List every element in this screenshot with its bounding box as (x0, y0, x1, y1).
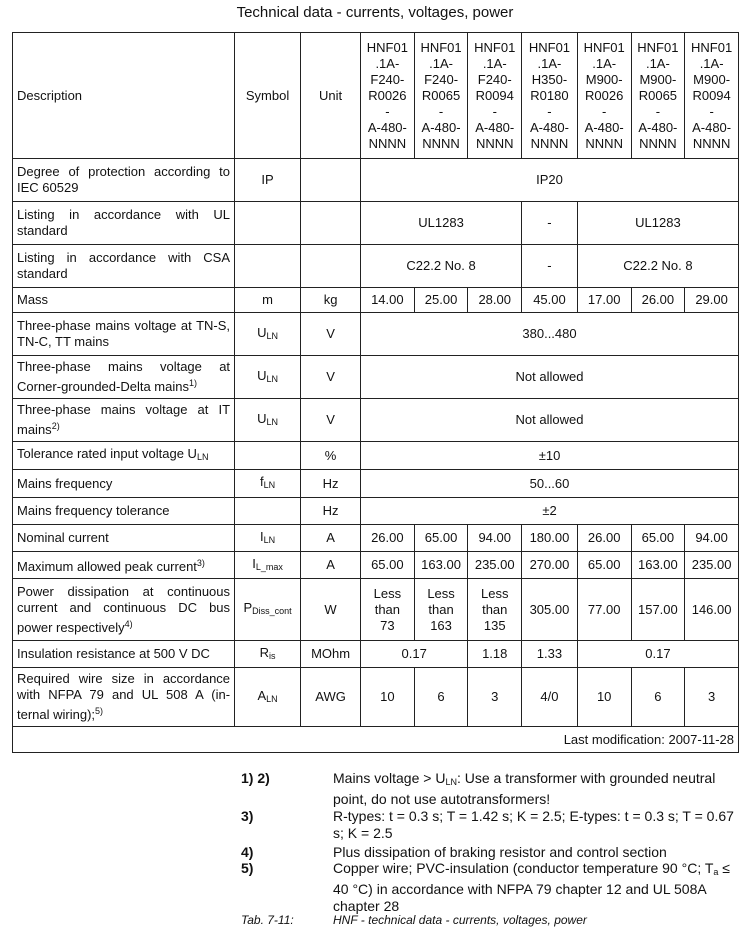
header-variant-3: HNF01 .1A- F240- R0094 - A-480- NNNN (468, 33, 522, 159)
symbol-csa (235, 245, 301, 288)
value-peak-current: 270.00 (522, 552, 578, 579)
value-nominal-current: 180.00 (522, 525, 578, 552)
unit-wire-size: AWG (301, 668, 361, 727)
value-wire-size: 4/0 (522, 668, 578, 727)
header-variant-6: HNF01 .1A- M900- R0065 - A-480- NNNN (631, 33, 685, 159)
unit-frequency-tolerance: Hz (301, 498, 361, 525)
value-mains-frequency: 50...60 (361, 470, 739, 498)
value-csa-m900: C22.2 No. 8 (577, 245, 738, 288)
value-wire-size: 10 (361, 668, 415, 727)
value-peak-current: 65.00 (361, 552, 415, 579)
unit-mass: kg (301, 288, 361, 313)
desc-tn-mains: Three-phase mains voltage at TN-S, TN-C, TT mains (13, 313, 235, 356)
unit-insulation-resistance: MOhm (301, 641, 361, 668)
caption-label: Tab. 7-11: (241, 913, 294, 927)
symbol-mains-frequency: $f_{LN}$ (235, 470, 301, 498)
symbol-delta-mains: $U_{LN}$ (235, 356, 301, 399)
row-wire-size (13, 668, 739, 727)
value-mass: 45.00 (522, 288, 578, 313)
desc-insulation-resistance: Insulation resistance at 500 V DC (13, 641, 235, 668)
unit-it-mains: V (301, 399, 361, 442)
row-mains-frequency (13, 470, 739, 498)
value-ul-h350: - (522, 202, 578, 245)
value-wire-size: 10 (577, 668, 631, 727)
value-insulation-resistance: 1.33 (522, 641, 578, 668)
row-delta-mains (13, 356, 739, 399)
header-row (13, 33, 739, 159)
header-variant-7: HNF01 .1A- M900- R0094 - A-480- NNNN (685, 33, 739, 159)
footnote-text: Mains voltage > $U_{LN}$: Use a transformer with grounded neutral point, do not use autotransformers! (333, 770, 716, 807)
desc-ip: Degree of protection according to IEC 60529 (13, 159, 235, 202)
row-insulation-resistance (13, 641, 739, 668)
symbol-peak-current: $I_{L\_max}$ (235, 552, 301, 579)
value-wire-size: 3 (468, 668, 522, 727)
value-voltage-tolerance: ±10 (361, 442, 739, 470)
value-wire-size: 6 (414, 668, 468, 727)
header-variant-5: HNF01 .1A- M900- R0026 - A-480- NNNN (577, 33, 631, 159)
value-csa-f240: C22.2 No. 8 (361, 245, 522, 288)
value-insulation-resistance: 0.17 (577, 641, 738, 668)
unit-mains-frequency: Hz (301, 470, 361, 498)
row-ip (13, 159, 739, 202)
value-peak-current: 235.00 (685, 552, 739, 579)
value-peak-current: 65.00 (577, 552, 631, 579)
row-it-mains (13, 399, 739, 442)
unit-nominal-current: A (301, 525, 361, 552)
header-description: Description (13, 33, 235, 159)
symbol-wire-size: $A_{LN}$ (235, 668, 301, 727)
value-mass: 29.00 (685, 288, 739, 313)
unit-delta-mains: V (301, 356, 361, 399)
desc-mass: Mass (13, 288, 235, 313)
row-frequency-tolerance (13, 498, 739, 525)
value-it-mains: Not allowed (361, 399, 739, 442)
value-nominal-current: 94.00 (685, 525, 739, 552)
symbol-nominal-current: $I_{LN}$ (235, 525, 301, 552)
header-variant-2: HNF01 .1A- F240- R0065 - A-480- NNNN (414, 33, 468, 159)
row-nominal-current (13, 525, 739, 552)
row-csa (13, 245, 739, 288)
value-peak-current: 163.00 (631, 552, 685, 579)
value-ip: IP20 (361, 159, 739, 202)
symbol-ul (235, 202, 301, 245)
symbol-ip: IP (235, 159, 301, 202)
value-power-dissipation: Less than 73 (361, 579, 415, 641)
symbol-it-mains: $U_{LN}$ (235, 399, 301, 442)
caption-text: HNF - technical data - currents, voltages, power (333, 913, 587, 927)
value-mass: 28.00 (468, 288, 522, 313)
value-nominal-current: 26.00 (361, 525, 415, 552)
value-mass: 14.00 (361, 288, 415, 313)
unit-tn-mains: V (301, 313, 361, 356)
desc-ul: Listing in accordance with UL standard (13, 202, 235, 245)
row-tn-mains (13, 313, 739, 356)
value-power-dissipation: Less than 163 (414, 579, 468, 641)
symbol-frequency-tolerance (235, 498, 301, 525)
symbol-tn-mains: $U_{LN}$ (235, 313, 301, 356)
desc-peak-current: Maximum allowed peak current$^{3)}$ (13, 552, 235, 579)
value-peak-current: 235.00 (468, 552, 522, 579)
value-power-dissipation: 146.00 (685, 579, 739, 641)
row-power-dissipation (13, 579, 739, 641)
symbol-power-dissipation: $P_{Diss\_cont}$ (235, 579, 301, 641)
value-ul-f240: UL1283 (361, 202, 522, 245)
row-voltage-tolerance (13, 442, 739, 470)
value-mass: 17.00 (577, 288, 631, 313)
value-power-dissipation: 77.00 (577, 579, 631, 641)
symbol-insulation-resistance: $R_{is}$ (235, 641, 301, 668)
desc-voltage-tolerance: Tolerance rated input voltage $U_{LN}$ (13, 442, 235, 470)
row-peak-current (13, 552, 739, 579)
last-modification: Last modification: 2007-11-28 (13, 727, 739, 753)
header-symbol: Symbol (235, 33, 301, 159)
value-power-dissipation: Less than 135 (468, 579, 522, 641)
technical-data-table (12, 32, 739, 753)
value-insulation-resistance: 1.18 (468, 641, 522, 668)
unit-voltage-tolerance: % (301, 442, 361, 470)
value-frequency-tolerance: ±2 (361, 498, 739, 525)
row-mass (13, 288, 739, 313)
unit-peak-current: A (301, 552, 361, 579)
value-insulation-resistance: 0.17 (361, 641, 468, 668)
value-nominal-current: 65.00 (631, 525, 685, 552)
value-nominal-current: 26.00 (577, 525, 631, 552)
header-variant-4: HNF01 .1A- H350- R0180 - A-480- NNNN (522, 33, 578, 159)
desc-frequency-tolerance: Mains frequency tolerance (13, 498, 235, 525)
value-nominal-current: 65.00 (414, 525, 468, 552)
value-delta-mains: Not allowed (361, 356, 739, 399)
value-nominal-current: 94.00 (468, 525, 522, 552)
value-wire-size: 3 (685, 668, 739, 727)
header-variant-1: HNF01 .1A- F240- R0026 - A-480- NNNN (361, 33, 415, 159)
desc-csa: Listing in accordance with CSA standard (13, 245, 235, 288)
unit-ip (301, 159, 361, 202)
symbol-voltage-tolerance (235, 442, 301, 470)
page-title: Technical data - currents, voltages, power (236, 4, 514, 21)
desc-power-dissipation: Power dissipation at continuous current and continuous DC bus power respectively$^{4)}$ (13, 579, 235, 641)
value-peak-current: 163.00 (414, 552, 468, 579)
desc-mains-frequency: Mains frequency (13, 470, 235, 498)
footnote-text: Copper wire; PVC-insulation (conductor temperature 90 °C; $T_a \le 40$ °C) in accordance with NFPA 79 chapter 12 and UL 508A chapter 28 (333, 860, 730, 914)
value-mass: 25.00 (414, 288, 468, 313)
desc-nominal-current: Nominal current (13, 525, 235, 552)
desc-wire-size: Required wire size in accordance with NFPA 79 and UL 508 A (in-ternal wiring);$^{5)}$ (13, 668, 235, 727)
desc-it-mains: Three-phase mains voltage at IT mains$^{2)}$ (13, 399, 235, 442)
value-power-dissipation: 305.00 (522, 579, 578, 641)
value-ul-m900: UL1283 (577, 202, 738, 245)
value-tn-mains: 380...480 (361, 313, 739, 356)
value-wire-size: 6 (631, 668, 685, 727)
symbol-mass: m (235, 288, 301, 313)
unit-power-dissipation: W (301, 579, 361, 641)
unit-csa (301, 245, 361, 288)
value-power-dissipation: 157.00 (631, 579, 685, 641)
value-mass: 26.00 (631, 288, 685, 313)
desc-delta-mains: Three-phase mains voltage at Corner-grounded-Delta mains$^{1)}$ (13, 356, 235, 399)
footnote-text: Plus dissipation of braking resistor and control section (333, 844, 667, 860)
row-last-modification (13, 727, 739, 753)
value-csa-h350: - (522, 245, 578, 288)
footnote-text: R-types: t = 0.3 s; T = 1.42 s; K = 2.5; E-types: t = 0.3 s; T = 0.67 s; K = 2.5 (333, 808, 734, 841)
row-ul (13, 202, 739, 245)
header-unit: Unit (301, 33, 361, 159)
unit-ul (301, 202, 361, 245)
